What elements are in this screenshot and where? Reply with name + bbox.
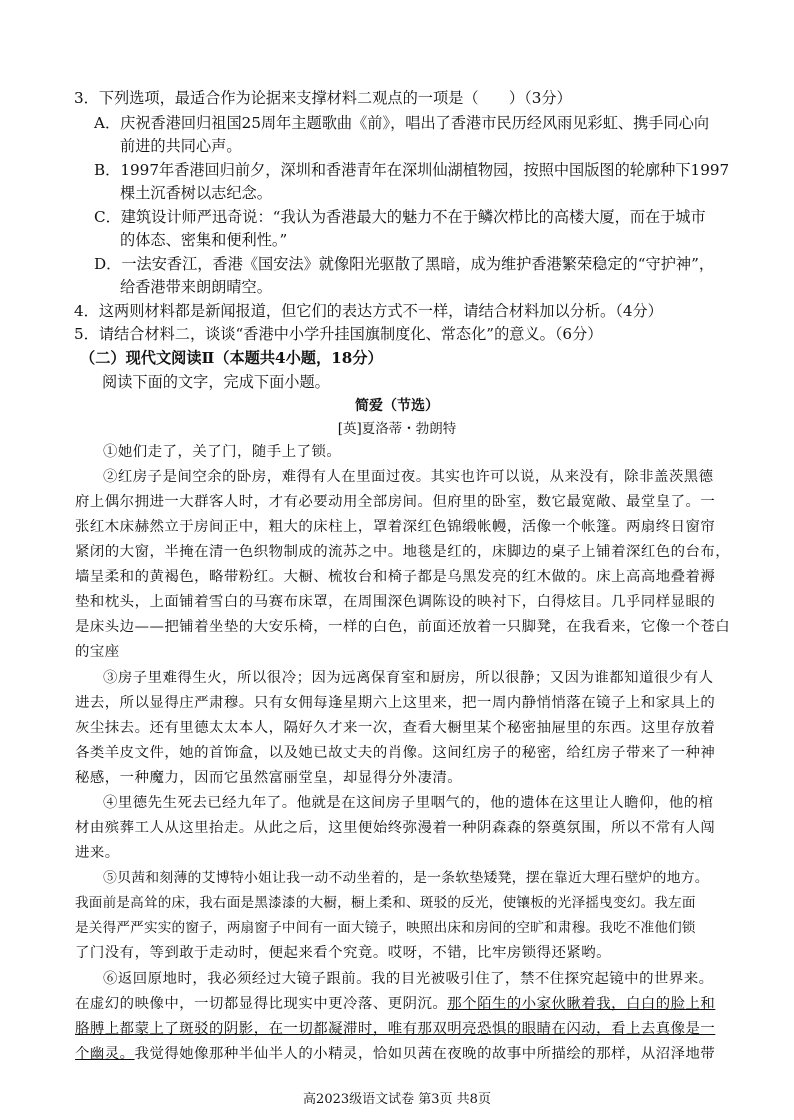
paragraph-3-line: ③房子里难得生火，所以很冷；因为远离保育室和厨房，所以很静；又因为谁都知道很少有人 bbox=[103, 670, 714, 686]
paragraph-3-line: 进去，所以显得庄严肃穆。只有女佣每逢星期六上这里来，把一周内静悄悄落在镜子上和家具上的 bbox=[75, 695, 716, 711]
paragraph-4-line: 进来。 bbox=[75, 845, 120, 861]
option-c-line-2: 的体态、密集和便利性。” bbox=[120, 231, 288, 249]
question-3-stem: 3．下列选项，最适合作为论据来支撑材料二观点的一项是（ ）（3分） bbox=[74, 89, 572, 107]
paragraph-2-line: 墙呈柔和的黄褐色，略带粉红。大橱、梳妆台和椅子都是乌黑发亮的红木做的。床上高高地叠着褥 bbox=[75, 569, 716, 585]
page-footer: 高2023级语文试卷 第3页 共8页 bbox=[303, 1092, 491, 1107]
paragraph-5-line: ⑤贝茜和刻薄的艾博特小姐让我一动不动坐着的，是一条软垫矮凳，摆在靠近大理石壁炉的地方。 bbox=[103, 870, 709, 886]
paragraph-3-line: 各类羊皮文件，她的首饰盒，以及她已故丈夫的肖像。这间红房子的秘密，给红房子带来了一种神 bbox=[75, 745, 716, 761]
option-d-line-2: 给香港带来朗朗晴空。 bbox=[120, 278, 272, 296]
section-heading: （二）现代文阅读Ⅱ（本题共4小题，18分） bbox=[80, 349, 383, 367]
paragraph-2-line: 的宝座 bbox=[75, 644, 120, 660]
passage-title: 简爱（节选） bbox=[355, 398, 439, 414]
paragraph-2-line: 府上偶尔拥进一大群客人时，才有必要动用全部房间。但府里的卧室，数它最宽敞、最堂皇了。一 bbox=[75, 494, 716, 510]
underlined-sentence: 个幽灵。 bbox=[75, 1046, 135, 1062]
paragraph-6-text: 在虚幻的映像中，一切都显得比现实中更冷落、更阴沉。 bbox=[75, 996, 448, 1012]
paragraph-5-line: 了门没有，等到敢于走动时，便起来看个究竟。哎呀，不错，比牢房锁得还紧哟。 bbox=[75, 945, 612, 961]
question-4: 4．这两则材料都是新闻报道，但它们的表达方式不一样，请结合材料加以分析。（4分） bbox=[74, 302, 663, 320]
paragraph-2-line: 是床头边——把铺着坐垫的大安乐椅，一样的白色，前面还放着一只脚凳，在我看来，它像一个苍白 bbox=[75, 619, 731, 635]
paragraph-6-line bbox=[75, 1044, 715, 1064]
question-5: 5．请结合材料二，谈谈“香港中小学升挂国旗制度化、常态化”的意义。（6分） bbox=[74, 325, 603, 343]
paragraph-4-line: ④里德先生死去已经九年了。他就是在这间房子里咽气的，他的遗体在这里让人瞻仰，他的棺 bbox=[103, 795, 714, 811]
paragraph-4-line: 材由殡葬工人从这里抬走。从此之后，这里便始终弥漫着一种阴森森的祭奠氛围，所以不常有人闯 bbox=[75, 820, 716, 836]
paragraph-3-line: 秘感，一种魔力，因而它虽然富丽堂皇，却显得分外凄清。 bbox=[75, 770, 463, 786]
paragraph-1: ①她们走了，关了门，随手上了锁。 bbox=[103, 444, 342, 460]
option-d-line-1: D．一法安香江，香港《国安法》就像阳光驱散了黑暗，成为维护香港繁荣稳定的“守护神”， bbox=[94, 255, 715, 273]
paragraph-6-line bbox=[75, 994, 715, 1014]
paragraph-3-line: 灰尘抹去。还有里德太太本人，隔好久才来一次，查看大橱里某个秘密抽屉里的东西。这里存放着 bbox=[75, 720, 716, 736]
paragraph-6-text: 我觉得她像那种半仙半人的小精灵，恰如贝茜在夜晚的故事中所描绘的那样，从沼泽地带 bbox=[134, 1046, 716, 1062]
paragraph-5-line: 是关得严严实实的窗子，两扇窗子中间有一面大镜子，映照出床和房间的空旷和肃穆。我吃不准他们锁 bbox=[75, 920, 696, 936]
section-instruction: 阅读下面的文字，完成下面小题。 bbox=[102, 373, 330, 391]
passage-author: [英]夏洛蒂・勃朗特 bbox=[337, 421, 457, 437]
option-b-line-1: B．1997年香港回归前夕，深圳和香港青年在深圳仙湖植物园，按照中国版图的轮廓种下1997 bbox=[94, 161, 730, 179]
option-a-line-1: A．庆祝香港回归祖国25周年主题歌曲《前》，唱出了香港市民历经风雨见彩虹、携手同心向 bbox=[94, 114, 710, 132]
option-b-line-2: 棵土沉香树以志纪念。 bbox=[120, 184, 272, 202]
paragraph-2-line: 张红木床赫然立于房间正中，粗大的床柱上，罩着深红色锦缎帐幔，活像一个帐篷。两扇终日窗帘 bbox=[75, 519, 716, 535]
option-a-line-2: 前进的共同心声。 bbox=[120, 137, 242, 155]
paragraph-2-line: 紧闭的大窗，半掩在清一色织物制成的流苏之中。地毯是红的，床脚边的桌子上铺着深红色的台布， bbox=[75, 544, 731, 560]
underlined-sentence: 那个陌生的小家伙瞅着我，白白的脸上和 bbox=[447, 996, 716, 1012]
underlined-sentence: 胳膊上都蒙上了斑驳的阴影，在一切都凝滞时，唯有那双明亮恐惧的眼睛在闪动，看上去真像是一 bbox=[75, 1021, 716, 1037]
paragraph-5-line: 我面前是高耸的床，我右面是黑漆漆的大橱，橱上柔和、斑驳的反光，使镶板的光泽摇曳变幻。我左面 bbox=[75, 895, 696, 911]
option-c-line-1: C．建筑设计师严迅奇说：“我认为香港最大的魅力不在于鳞次栉比的高楼大厦，而在于城市 bbox=[94, 208, 706, 226]
paragraph-6-line: ⑥返回原地时，我必须经过大镜子跟前。我的目光被吸引住了，禁不住探究起镜中的世界来。 bbox=[103, 971, 714, 987]
paragraph-2-line: ②红房子是间空余的卧房，难得有人在里面过夜。其实也许可以说，从来没有，除非盖茨黑德 bbox=[103, 469, 714, 485]
paragraph-2-line: 垫和枕头，上面铺着雪白的马赛布床罩，在周围深色调陈设的映衬下，白得炫目。几乎同样显眼的 bbox=[75, 594, 716, 610]
